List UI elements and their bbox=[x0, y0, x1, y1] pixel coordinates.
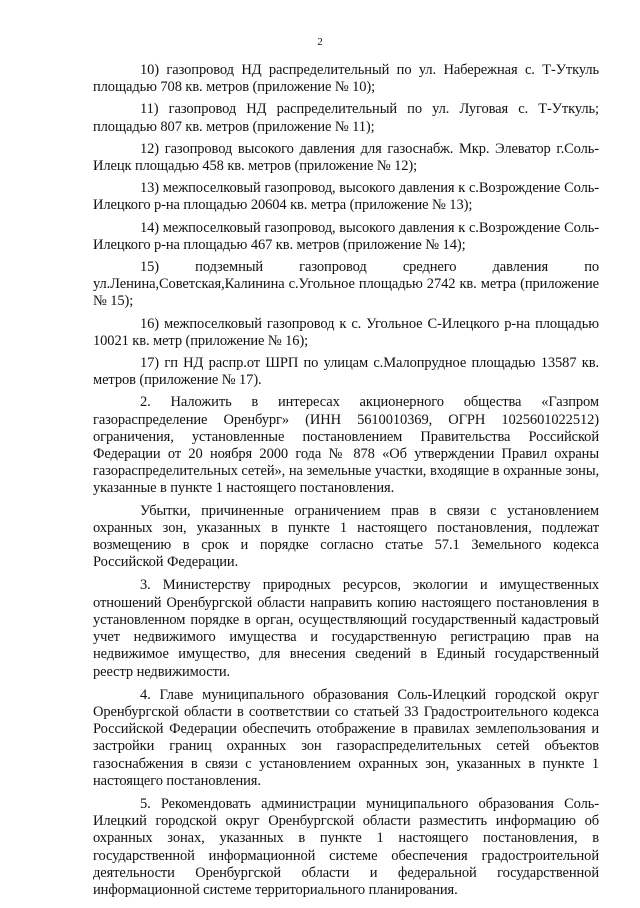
page-number: 2 bbox=[317, 36, 323, 48]
list-item-15: 15) подземный газопровод среднего давления по ул.Ленина,Советская,Калинина с.Угольное площадью 2742 кв. метра (приложение № 15); bbox=[93, 259, 599, 310]
document-body bbox=[93, 62, 599, 904]
list-item-10: 10) газопровод НД распределительный по ул. Набережная с. Т-Уткуль площадью 708 кв. метров (приложение № 10); bbox=[93, 62, 599, 96]
list-item-17: 17) гп НД распр.от ШРП по улицам с.Малопрудное площадью 13587 кв. метров (приложение № 17). bbox=[93, 355, 599, 389]
list-item-16: 16) межпоселковый газопровод к с. Угольное С-Илецкого р-на площадью 10021 кв. метр (приложение № 16); bbox=[93, 315, 599, 349]
list-item-13: 13) межпоселковый газопровод, высокого давления к с.Возрождение Соль-Илецкого р-на площадью 20604 кв. метра (приложение № 13); bbox=[93, 180, 599, 214]
clause-3: 3. Министерству природных ресурсов, экологии и имущественных отношений Оренбургской области направить копию настоящего постановления в установленном порядке в орган, осуществляющий государственный кадастровый учет недвижимого имущества и государственную регистрацию прав на недвижимое имущество, для внесения сведений в Единый государственный реестр недвижимости. bbox=[93, 577, 599, 680]
clause-2-losses: Убытки, причиненные ограничением прав в связи с установлением охранных зон, указанных в пункте 1 настоящего постановления, подлежат возмещению в срок и порядке согласно статье 57.1 Земельного кодекса Российской Федерации. bbox=[93, 502, 599, 571]
list-item-14: 14) межпоселковый газопровод, высокого давления к с.Возрождение Соль-Илецкого р-на площадью 467 кв. метров (приложение № 14); bbox=[93, 219, 599, 253]
clause-5: 5. Рекомендовать администрации муниципального образования Соль-Илецкий городской округ Оренбургской области разместить информацию об охранных зонах, указанных в пункте 1 настоящего постановления, в государственной информационной системе обеспечения градостроительной деятельности Оренбургской области и федеральной государственной информационной системе территориального планирования. bbox=[93, 795, 599, 898]
list-item-11: 11) газопровод НД распределительный по ул. Луговая с. Т-Уткуль; площадью 807 кв. метров (приложение № 11); bbox=[93, 101, 599, 135]
clause-4: 4. Главе муниципального образования Соль-Илецкий городской округ Оренбургской области в соответствии со статьей 33 Градостроительного кодекса Российской Федерации обеспечить отображение в правилах землепользования и застройки границ охранных зон газораспределительных сетей объектов газоснабжения в связи с установлением охранных зон, указанных в пункте 1 настоящего постановления. bbox=[93, 686, 599, 789]
list-item-12: 12) газопровод высокого давления для газоснабж. Мкр. Элеватор г.Соль-Илецк площадью 458 кв. метров (приложение № 12); bbox=[93, 140, 599, 175]
clause-2: 2. Наложить в интересах акционерного общества «Газпром газораспределение Оренбург» (ИНН 5610010369, ОГРН 1025601022512) ограничения, установленные постановлением Правительства Российской Федерации от 20 ноября 2000 года № 878 «Об утверждении Правил охраны газораспределительных сетей», на земельные участки, входящие в охранные зоны, указанные в пункте 1 настоящего постановления. bbox=[93, 394, 599, 497]
